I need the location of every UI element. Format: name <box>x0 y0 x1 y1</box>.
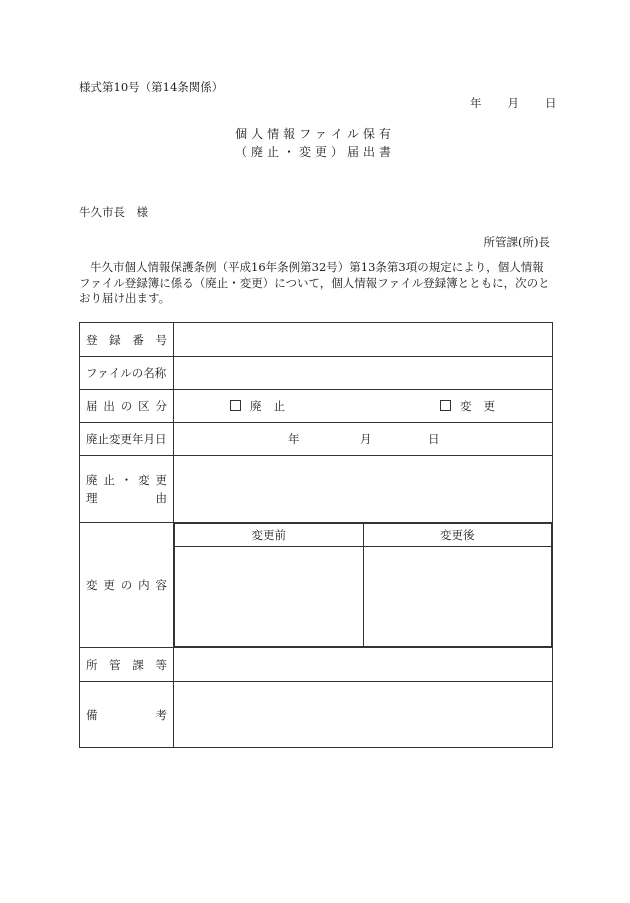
addressee: 牛久市長 様 <box>79 205 148 219</box>
label-char: 所 <box>86 657 98 672</box>
reason-label-line2 <box>86 490 173 506</box>
label-char: の <box>120 578 133 592</box>
label-char: 理 <box>86 491 98 505</box>
label-char: 課 <box>132 657 144 672</box>
date-field-month: 月 <box>360 432 372 446</box>
title-line-1: 個人情報ファイル保有 <box>235 127 395 141</box>
remarks-field[interactable] <box>174 682 553 748</box>
checkbox-abolish-icon[interactable] <box>230 400 241 411</box>
department-field[interactable] <box>174 648 553 682</box>
label-char: 変 <box>86 578 98 592</box>
label-char: ・ <box>120 473 133 487</box>
body-text: 牛久市個人情報保護条例（平成16年条例第32号）第13条第3項の規定により，個人情報ファイル登録簿に係る（廃止・変更）について，個人情報ファイル登録簿とともに，次のとおり届け出ます。 <box>79 260 550 305</box>
option-change-label: 変更 <box>460 399 507 413</box>
label-char: 等 <box>155 657 167 672</box>
label-char: 更 <box>103 578 115 592</box>
file-name-field[interactable] <box>174 357 553 390</box>
after-change-field[interactable] <box>363 547 552 647</box>
form-number: 様式第10号（第14条関係） <box>79 80 224 94</box>
label-char: 届 <box>86 399 98 413</box>
label-char: 更 <box>155 473 167 487</box>
date-year-label: 年 <box>470 96 482 110</box>
label-char: 出 <box>103 399 115 413</box>
label-char: 止 <box>103 473 115 487</box>
date-day-label: 日 <box>545 96 557 110</box>
after-change-header: 変更後 <box>363 524 552 547</box>
remarks-label <box>80 682 174 748</box>
option-abolish[interactable] <box>230 398 297 414</box>
notification-type-text <box>86 398 173 414</box>
department-text <box>86 657 173 673</box>
label-char: 由 <box>155 491 167 505</box>
date-field-year: 年 <box>288 432 300 446</box>
file-name-label: ファイルの名称 <box>80 357 174 390</box>
label-char: 登 <box>86 332 98 347</box>
label-char: 番 <box>132 332 144 347</box>
label-char: 号 <box>155 332 167 347</box>
before-change-field[interactable] <box>175 547 364 647</box>
label-char: 備 <box>86 707 98 722</box>
reason-label <box>80 456 174 523</box>
registration-number-field[interactable] <box>174 323 553 357</box>
change-content-text <box>86 577 173 593</box>
date-field-day: 日 <box>428 432 440 446</box>
label-char: 管 <box>109 657 121 672</box>
change-content-label <box>80 523 174 648</box>
date-month-label: 月 <box>507 96 519 110</box>
date-field[interactable] <box>174 423 553 456</box>
date-label: 廃止変更年月日 <box>80 423 174 456</box>
remarks-text <box>86 707 173 723</box>
notification-type-field <box>174 390 553 423</box>
label-char: 容 <box>155 578 167 592</box>
label-char: 録 <box>109 332 121 347</box>
change-content-field <box>174 523 553 648</box>
reason-field[interactable] <box>174 456 553 523</box>
department-label <box>80 648 174 682</box>
reason-label-line1 <box>86 472 173 488</box>
option-change[interactable] <box>440 398 507 414</box>
label-char: の <box>120 399 133 413</box>
label-char: 分 <box>155 399 167 413</box>
registration-number-text <box>86 332 173 348</box>
date-line <box>470 95 557 111</box>
label-char: 廃 <box>86 473 98 487</box>
option-abolish-label: 廃止 <box>250 399 297 413</box>
change-content-subtable <box>174 523 552 647</box>
notification-form-table <box>79 322 553 748</box>
checkbox-change-icon[interactable] <box>440 400 451 411</box>
registration-number-label <box>80 323 174 357</box>
label-char: 内 <box>138 578 150 592</box>
label-char: 考 <box>155 707 167 722</box>
notification-type-label <box>80 390 174 423</box>
label-char: 変 <box>138 473 150 487</box>
submitter: 所管課(所)長 <box>483 235 550 249</box>
label-char: 区 <box>138 399 150 413</box>
title-line-2: （廃止・変更）届出書 <box>234 145 395 159</box>
before-change-header: 変更前 <box>175 524 364 547</box>
